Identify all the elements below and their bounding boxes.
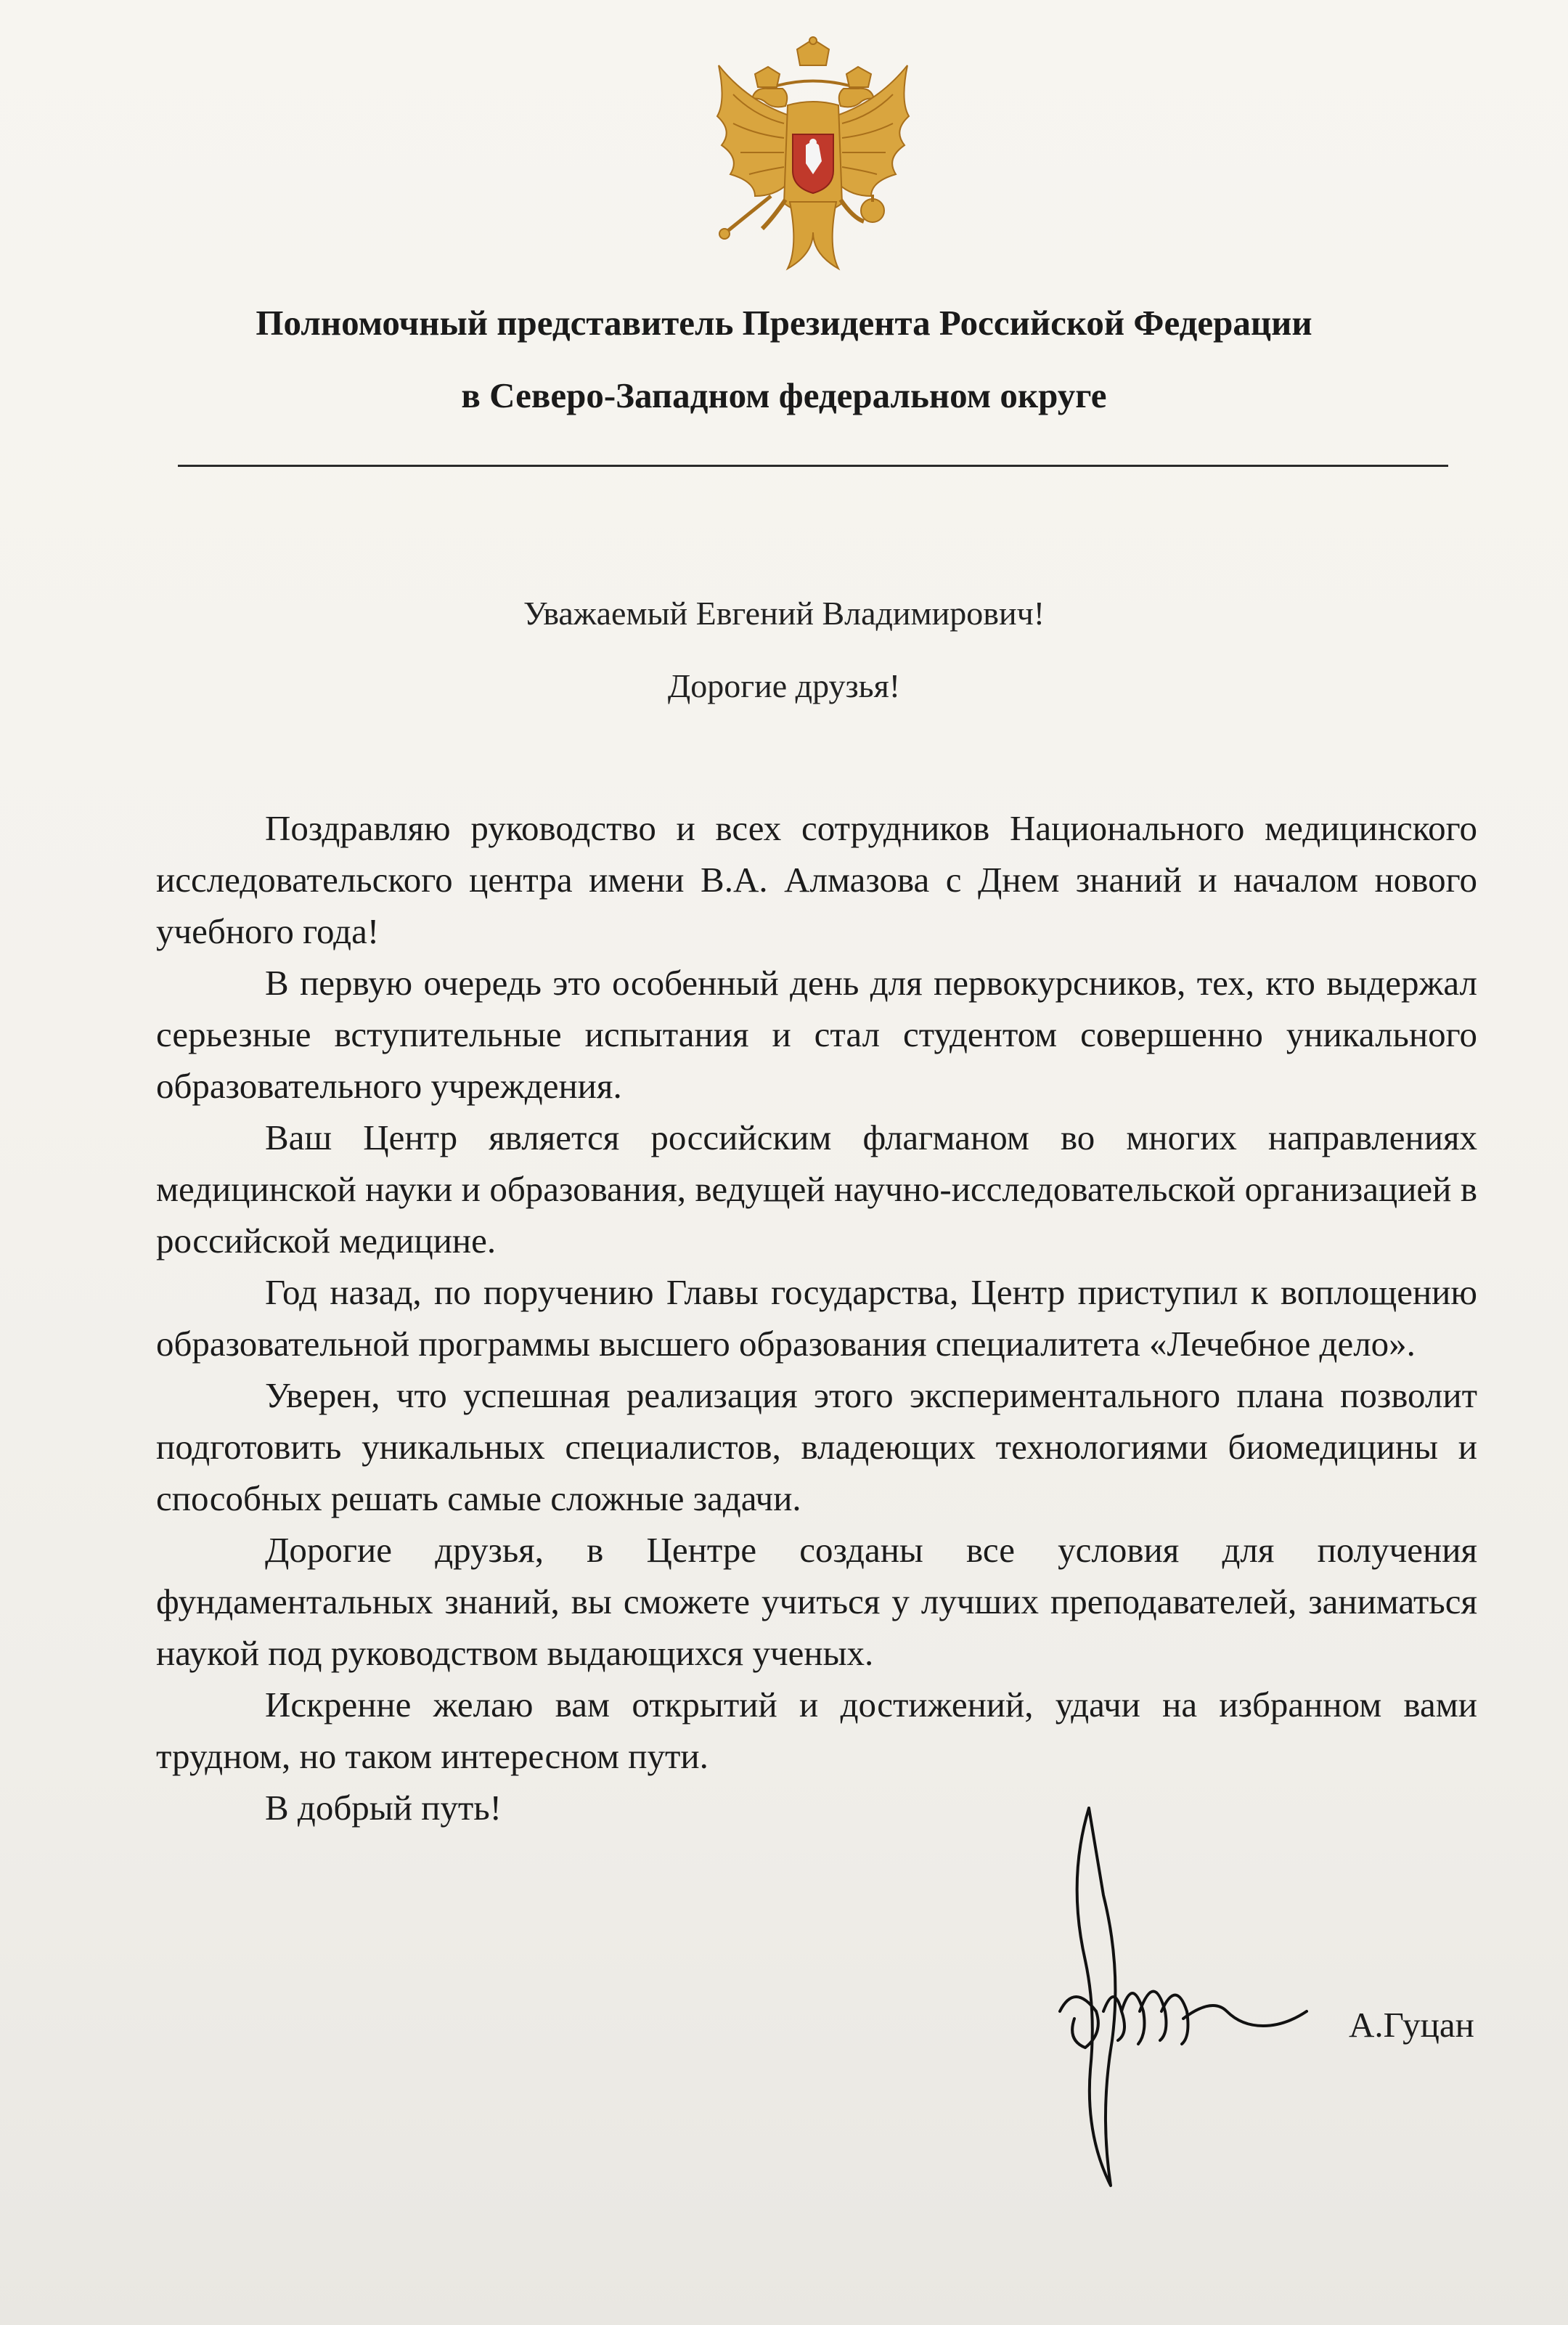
body-paragraph: Уверен, что успешная реализация этого экспериментального плана позволит подготовить уникальных специалистов, владеющих технологиями биомедицины и способных решать самые сложные задачи. (156, 1375, 1477, 1518)
body-paragraph: Год назад, по поручению Главы государства, Центр приступил к воплощению образовательной программы высшего образования специалитета «Лечебное дело». (156, 1272, 1477, 1364)
signer-name: А.Гуцан (1349, 2005, 1474, 2045)
letterhead-line-2: в Северо-Западном федеральном округе (461, 375, 1107, 415)
russian-coat-of-arms-icon (704, 36, 922, 276)
letter-body (156, 802, 1477, 1833)
header-divider (178, 465, 1448, 467)
body-paragraph: В добрый путь! (265, 1788, 502, 1828)
letterhead (0, 287, 1568, 432)
salutation-name: Уважаемый Евгений Владимирович! (523, 595, 1045, 632)
body-paragraph: В первую очередь это особенный день для первокурсников, тех, кто выдержал серьезные вступительные испытания и стал студентом совершенно уникального образовательного учреждения. (156, 963, 1477, 1106)
body-paragraph: Искренне желаю вам открытий и достижений, удачи на избранном вами трудном, но таком интересном пути. (156, 1685, 1477, 1776)
body-paragraph: Ваш Центр является российским флагманом во многих направлениях медицинской науки и образования, ведущей научно-исследовательской организацией в российской медицине. (156, 1117, 1477, 1261)
salutation-friends: Дорогие друзья! (667, 667, 901, 704)
letterhead-line-1: Полномочный представитель Президента Российской Федерации (256, 303, 1312, 343)
handwritten-signature (1045, 1793, 1321, 2200)
body-paragraph: Дорогие друзья, в Центре созданы все условия для получения фундаментальных знаний, вы сможете учиться у лучших преподавателей, заниматься наукой под руководством выдающихся ученых. (156, 1530, 1477, 1673)
body-paragraph: Поздравляю руководство и всех сотрудников Национального медицинского исследовательского центра имени В.А. Алмазова с Днем знаний и началом нового учебного года! (156, 808, 1477, 951)
